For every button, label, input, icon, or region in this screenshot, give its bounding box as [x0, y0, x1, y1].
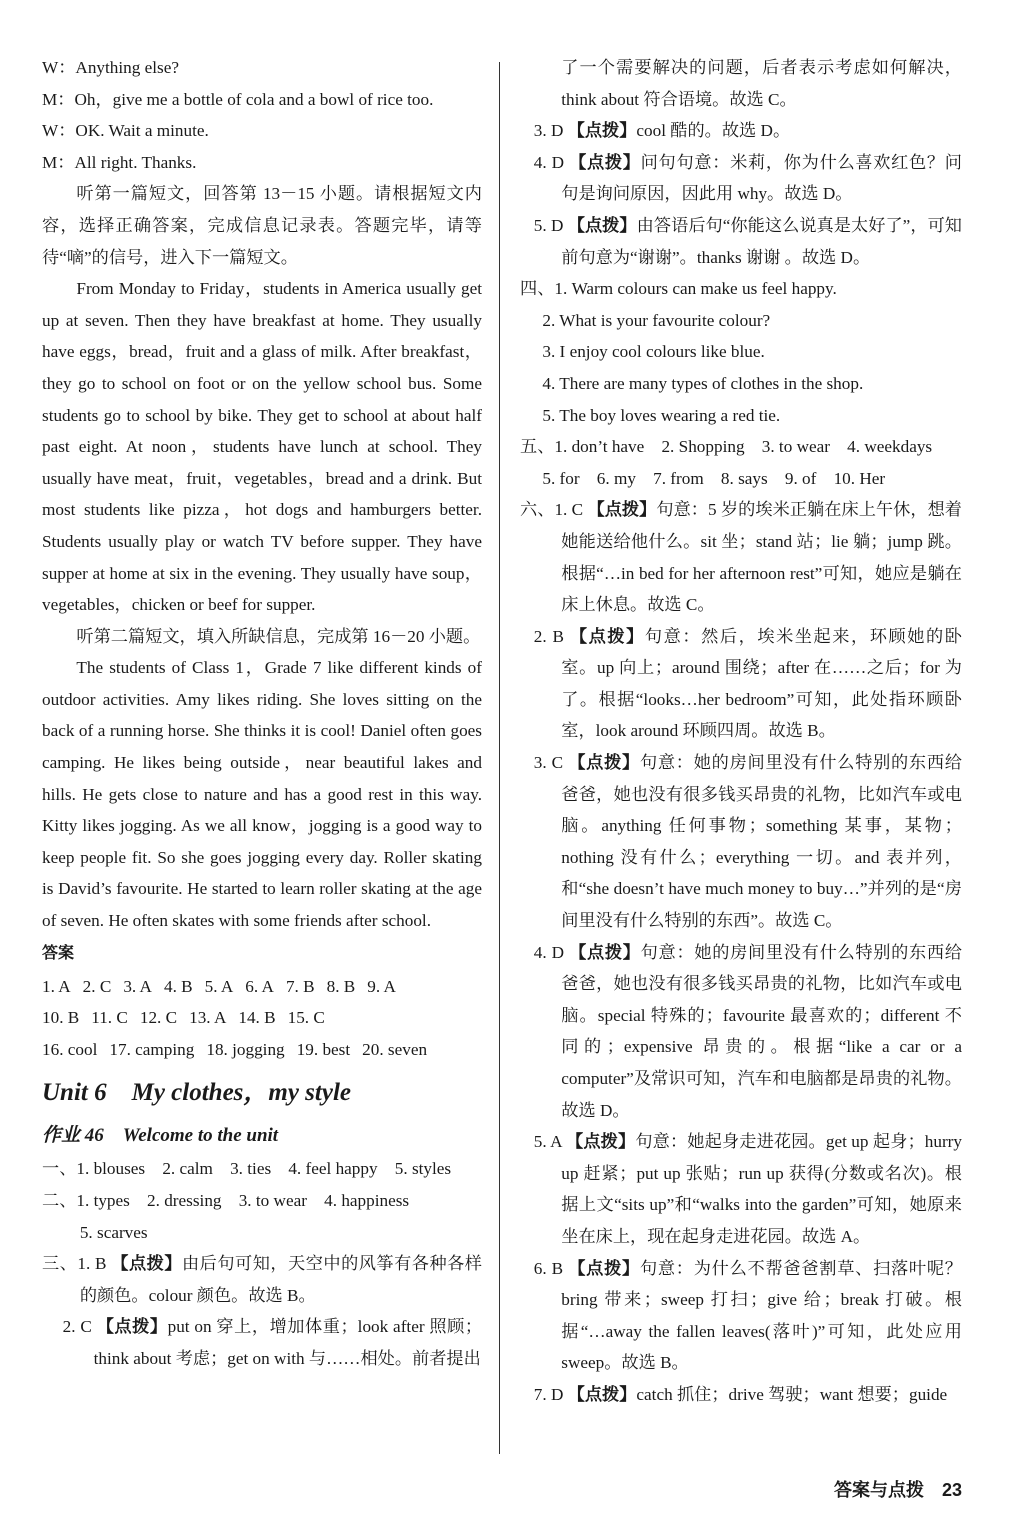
- listening-instruction-1: 听第一篇短文，回答第 13－15 小题。请根据短文内容，选择正确答案，完成信息记录表。答题完毕，请等待“嘀”的信号，进入下一篇短文。: [42, 184, 482, 267]
- item-number: 三、1. B: [42, 1254, 107, 1274]
- answer: 12. C: [139, 1008, 178, 1028]
- answer: 7. B: [285, 976, 315, 996]
- answer: 8. B: [326, 976, 356, 996]
- section-6-item-1: [520, 494, 962, 620]
- section-4-item: 四、1. Warm colours can make us feel happy.: [520, 279, 837, 299]
- section-6-item-7: [520, 1379, 962, 1411]
- answer: 17. camping: [109, 1039, 195, 1059]
- item-number: 4. D: [533, 942, 565, 962]
- unit-title: Unit 6 My clothes，my style: [42, 1079, 351, 1107]
- answer: 18. jogging: [206, 1039, 285, 1059]
- section-5-line-2: 5. for 6. my 7. from 8. says 9. of 10. Her: [542, 468, 886, 488]
- item-number: 2. C: [62, 1317, 92, 1337]
- right-column: [520, 52, 962, 1411]
- section-3-item-2: [42, 1311, 482, 1374]
- item-number: 7. D: [533, 1384, 564, 1404]
- answer: 10. B: [42, 1008, 80, 1028]
- item-text: catch 抓住；drive 驾驶；want 想要；guide: [636, 1384, 948, 1404]
- section-3-item-5: [520, 210, 962, 273]
- answer: 20. seven: [362, 1039, 428, 1059]
- hint-tag: 【点拨】: [568, 753, 640, 773]
- answers-heading: 答案: [42, 944, 75, 962]
- continued-text: 了一个需要解决的问题，后者表示考虑如何解决，think about 符合语境。故选 C。: [561, 58, 962, 109]
- item-text: 句意：她的房间里没有什么特别的东西给爸爸，她也没有很多钱买昂贵的礼物，比如汽车或电脑。special 特殊的；favourite 最喜欢的；different 不同的；expensive 昂贵的。根据“like a car or a computer”及常识可知，汽车和电脑都是昂贵的礼物。故选 D。: [561, 942, 962, 1120]
- section-6-item-3: [520, 747, 962, 937]
- item-number: 5. A: [533, 1132, 562, 1152]
- item-number: 6. B: [533, 1258, 564, 1278]
- item-number: 3. D: [533, 121, 564, 141]
- dialog-line: W：Anything else?: [42, 58, 179, 77]
- page-footer: 答案与点拨 23: [833, 1480, 962, 1500]
- item-number: 六、1. C: [520, 500, 584, 520]
- dialog-line: M：All right. Thanks.: [42, 152, 197, 172]
- answer: 13. A: [189, 1008, 227, 1028]
- section-6-item-4: [520, 937, 962, 1127]
- item-number: 5. D: [533, 215, 564, 235]
- answers-row-3: [42, 1034, 482, 1066]
- item-text: 句意：她起身走进花园。get up 起身；hurry up 赶紧；put up 张贴；run up 获得(分数或名次)。根据上文“sits up”和“walks into the garden”可知，她原来坐在床上，现在起身走进花园。故选 A。: [561, 1132, 962, 1246]
- hint-tag: 【点拨】: [568, 1258, 640, 1278]
- answers-row-1: [42, 971, 482, 1003]
- hint-tag: 【点拨】: [96, 1317, 168, 1337]
- passage-1: From Monday to Friday，students in America usually get up at seven. Then they have breakfast at home. They usually have eggs，bread，fruit and a glass of milk. After breakfast，they go to school on foot or on the yellow school bus. Some students go to school by bike. They get to school at about half past eight. At noon，students have lunch at school. They usually have meat，fruit，vegetables，bread and a drink. But most students like pizza，hot dogs and hamburgers better. Students usually play or watch TV before supper. They have supper at home at six in the evening. They usually have soup，vegetables，chicken or beef for supper.: [42, 279, 482, 615]
- answer: 5. A: [204, 976, 234, 996]
- item-text: 句意：为什么不帮爸爸割草、扫落叶呢？bring 带来；sweep 打扫；give 给；break 打破。根据“…away the fallen leaves(落叶)”可知，此处应用 sweep。故选 B。: [561, 1258, 962, 1373]
- hint-tag: 【点拨】: [569, 626, 645, 646]
- answer: 3. A: [123, 976, 152, 996]
- dialog-line: W：OK. Wait a minute.: [42, 121, 209, 141]
- item-text: cool 酷的。故选 D。: [636, 121, 791, 141]
- section-4-item: 4. There are many types of clothes in the shop.: [542, 373, 864, 393]
- answer: 6. A: [245, 976, 274, 996]
- section-5-line-1: 五、1. don’t have 2. Shopping 3. to wear 4. weekdays: [520, 437, 933, 457]
- homework-title: 作业 46 Welcome to the unit: [42, 1125, 279, 1147]
- section-6-item-2: [520, 621, 962, 747]
- item-text: 问句句意：米莉，你为什么喜欢红色？问句是询问原因，因此用 why。故选 D。: [561, 152, 962, 204]
- answer: 14. B: [238, 1008, 276, 1028]
- hint-tag: 【点拨】: [566, 1132, 636, 1152]
- item-number: 4. D: [533, 152, 565, 172]
- item-number: 2. B: [533, 626, 564, 646]
- section-1: 一、1. blouses 2. calm 3. ties 4. feel happy 5. styles: [42, 1159, 452, 1179]
- answer: 9. A: [367, 976, 396, 996]
- hint-tag: 【点拨】: [569, 942, 641, 962]
- listening-instruction-2: 听第二篇短文，填入所缺信息，完成第 16－20 小题。: [76, 626, 481, 646]
- item-text: 由后句可知，天空中的风筝有各种各样的颜色。colour 颜色。故选 B。: [79, 1254, 482, 1305]
- passage-2: The students of Class 1，Grade 7 like different kinds of outdoor activities. Amy likes riding. She loves sitting on the back of a running horse. She thinks it is cool! Daniel often goes camping. He likes being outside，near beautiful lakes and hills. He gets close to nature and has a good rest in this way. Kitty likes jogging. As we all know，jogging is a good way to keep people fit. So she goes jogging every day. Roller skating is David’s favourite. He started to learn roller skating at the age of seven. He often skates with some friends after school.: [42, 658, 482, 931]
- hint-tag: 【点拨】: [587, 500, 657, 520]
- left-column: [42, 52, 482, 1375]
- answer: 1. A: [42, 976, 71, 996]
- item-text: 由答语后句“你能这么说真是太好了”，可知前句意为“谢谢”。thanks 谢谢 。故选 D。: [561, 215, 962, 267]
- item-text: put on 穿上，增加体重；look after 照顾；think about 考虑；get on with 与……相处。前者提出: [93, 1317, 483, 1368]
- hint-tag: 【点拨】: [111, 1254, 182, 1274]
- answer: 19. best: [296, 1039, 351, 1059]
- item-text: 句意：她的房间里没有什么特别的东西给爸爸，她也没有很多钱买昂贵的礼物，比如汽车或电脑。anything 任何事物；something 某事，某物；nothing 没有什么；everything 一切。and 表并列，和“she doesn’t have much money to buy…”并列的是“房间里没有什么特别的东西”。故选 C。: [561, 753, 962, 931]
- hint-tag: 【点拨】: [567, 121, 637, 141]
- answer: 16. cool: [42, 1039, 98, 1059]
- section-3-item-1: [42, 1248, 482, 1311]
- answer: 4. B: [163, 976, 193, 996]
- hint-tag: 【点拨】: [569, 152, 641, 172]
- item-text: 句意：然后，埃米坐起来，环顾她的卧室。up 向上；around 围绕；after 在……之后；for 为了。根据“looks…her bedroom”可知，此处指环顾卧室，look around 环顾四周。故选 B。: [561, 626, 962, 741]
- section-3-item-4: [520, 147, 962, 210]
- answer: 11. C: [91, 1008, 128, 1028]
- hint-tag: 【点拨】: [567, 215, 637, 235]
- section-6-item-6: [520, 1253, 962, 1379]
- section-6-item-5: [520, 1126, 962, 1252]
- answer: 2. C: [82, 976, 112, 996]
- section-4-item: 3. I enjoy cool colours like blue.: [542, 342, 765, 362]
- answer: 15. C: [287, 1008, 325, 1028]
- section-2: 二、1. types 2. dressing 3. to wear 4. happiness: [42, 1191, 410, 1210]
- column-divider: [499, 62, 500, 1454]
- item-number: 3. C: [533, 753, 564, 773]
- section-2-cont: 5. scarves: [79, 1222, 148, 1242]
- section-4-item: 2. What is your favourite colour?: [542, 310, 771, 330]
- hint-tag: 【点拨】: [567, 1384, 637, 1404]
- dialog-line: M：Oh，give me a bottle of cola and a bowl of rice too.: [42, 89, 434, 109]
- item-text: 句意：5 岁的埃米正躺在床上午休，想着她能送给他什么。sit 坐；stand 站；lie 躺；jump 跳。根据“…in bed for her afternoon rest”可知，她应是躺在床上休息。故选 C。: [561, 500, 962, 615]
- section-4-item: 5. The boy loves wearing a red tie.: [542, 405, 781, 425]
- answers-row-2: [42, 1002, 482, 1034]
- section-3-item-3: [520, 115, 962, 147]
